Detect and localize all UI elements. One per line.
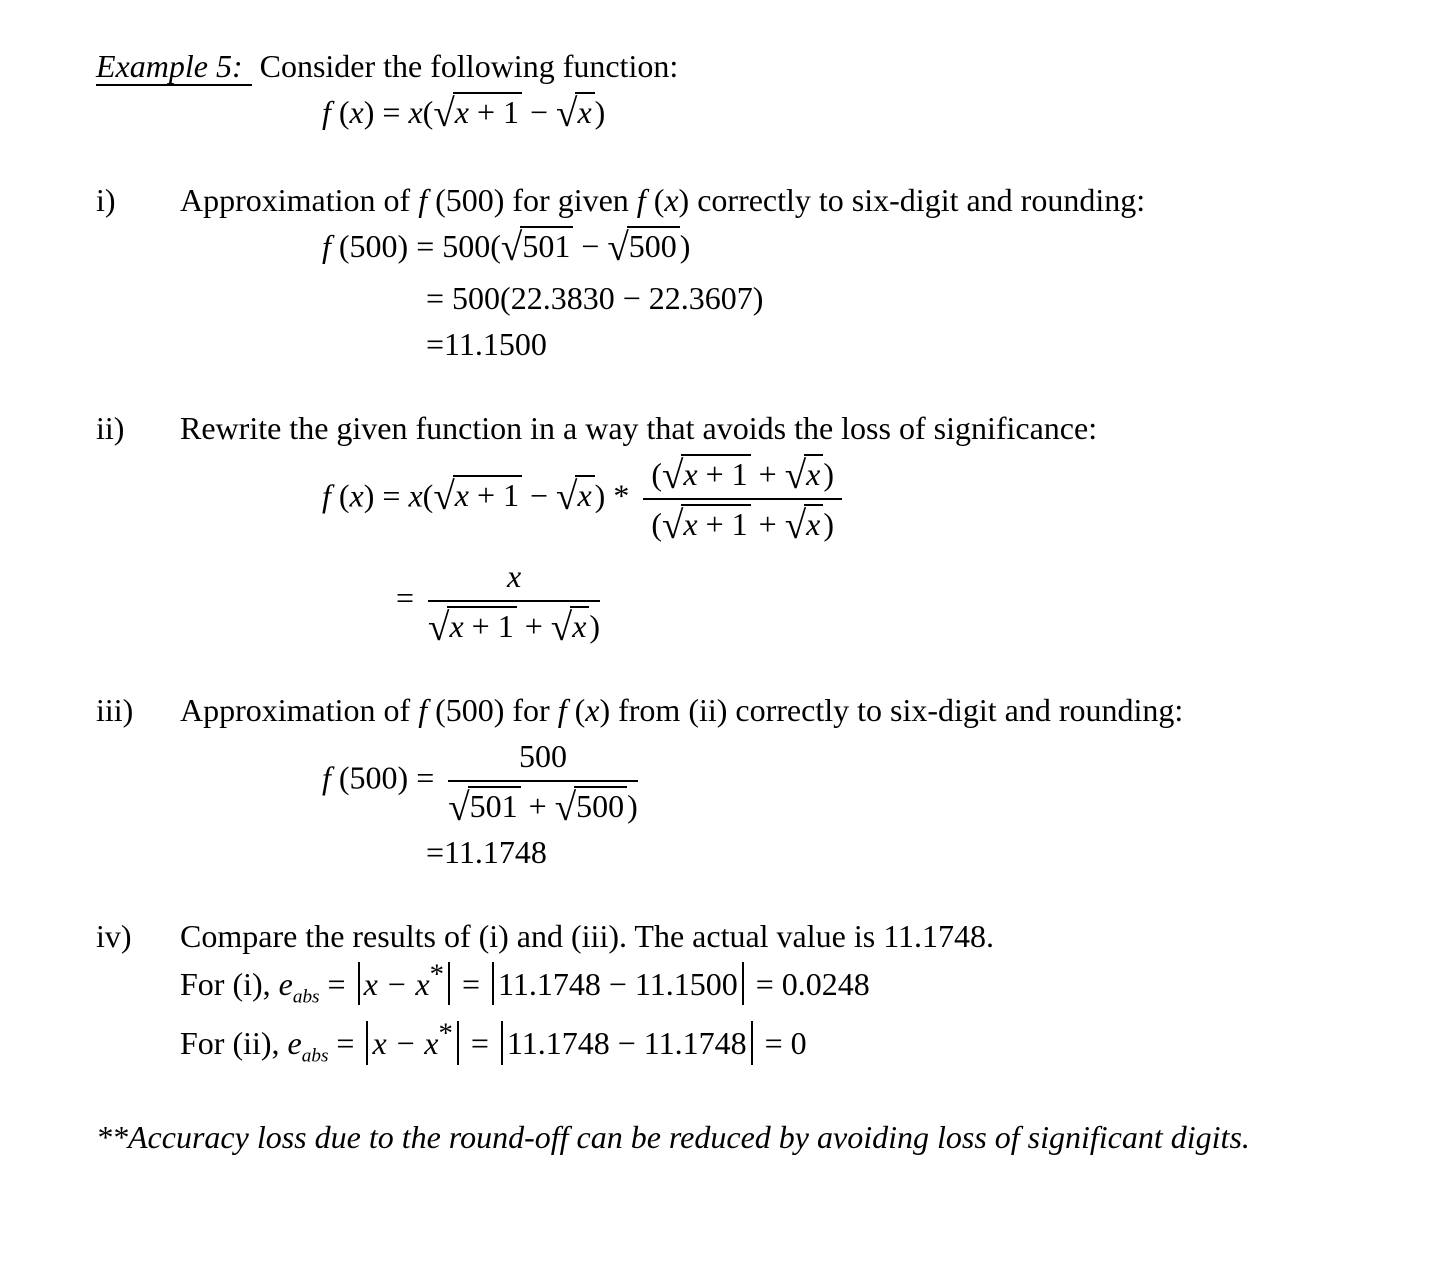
math-run: = xyxy=(453,965,489,1002)
math-run: e xyxy=(278,965,293,1002)
math-run: f xyxy=(322,477,339,514)
math-run: + 1 xyxy=(468,477,519,514)
subscript: abs xyxy=(292,986,320,1008)
sqrt xyxy=(784,504,824,548)
math-run: ) * xyxy=(594,477,638,514)
math-run: x xyxy=(572,608,587,644)
math-run: ) xyxy=(627,788,638,824)
radical-icon: √ xyxy=(448,786,470,830)
radicand xyxy=(681,454,750,493)
math-run: − xyxy=(521,477,557,514)
equation-iii-1 xyxy=(322,736,1426,830)
math-run: =11.1748 xyxy=(426,834,547,870)
math-run: = xyxy=(328,1025,363,1062)
radicand xyxy=(570,606,589,645)
abs-bar xyxy=(751,1021,753,1064)
section-i xyxy=(96,180,1426,364)
sqrt xyxy=(433,475,522,519)
math-run: x xyxy=(585,692,600,728)
abs-bar xyxy=(448,962,450,1005)
math-run: For (ii), xyxy=(180,1025,288,1062)
math-run: x xyxy=(683,456,698,492)
sqrt xyxy=(433,92,522,136)
math-run: − xyxy=(521,94,557,130)
math-run: x xyxy=(506,558,522,594)
section-ii-heading: Rewrite the given function in a way that avoids the loss of significance: xyxy=(180,410,1098,446)
denominator xyxy=(448,782,638,830)
math-run: 11.1748 − 11.1500 xyxy=(498,965,738,1002)
section-ii-heading-row xyxy=(96,408,1426,448)
math-run: x xyxy=(806,456,821,492)
numerator xyxy=(643,454,842,500)
math-run: =11.1500 xyxy=(426,326,547,362)
equation-iii-2 xyxy=(426,832,1426,872)
equation-i-2 xyxy=(426,278,1426,318)
math-run: x − x xyxy=(372,1025,439,1062)
footnote: **Accuracy loss due to the round-off can be reduced by avoiding loss of significant digits. xyxy=(96,1118,1250,1155)
radical-icon: √ xyxy=(661,454,684,498)
math-run: + 1 xyxy=(463,608,514,644)
sqrt xyxy=(784,454,824,498)
superscript: * xyxy=(438,1017,453,1050)
math-run: f xyxy=(636,182,654,218)
radicand xyxy=(447,606,516,645)
math-run: + 1 xyxy=(697,506,748,542)
math-run: 500 xyxy=(519,738,568,774)
abs-bar xyxy=(457,1021,459,1064)
section-i-heading xyxy=(180,180,1426,220)
math-run: = 0.0248 xyxy=(747,965,870,1002)
math-run: = xyxy=(396,579,423,616)
example-label: Example 5: xyxy=(96,48,252,86)
sqrt xyxy=(448,786,520,830)
math-run: ( xyxy=(422,94,434,130)
math-run: 501 xyxy=(469,788,518,824)
radicand xyxy=(453,475,522,514)
sqrt xyxy=(661,454,751,498)
section-iii-heading xyxy=(180,690,1426,730)
math-run: ( xyxy=(574,692,586,728)
math-run: ) xyxy=(823,456,834,492)
math-run: ) correctly to six-digit and rounding: xyxy=(678,182,1146,218)
numerator xyxy=(428,556,600,602)
math-run: 11.1748 − 11.1748 xyxy=(506,1025,747,1062)
math-run: For (i), xyxy=(180,965,279,1002)
math-run: x xyxy=(454,94,469,130)
main-function-equation xyxy=(322,92,1426,136)
math-run: = 500(22.3830 − 22.3607) xyxy=(426,280,764,316)
section-i-heading-row xyxy=(96,180,1426,220)
radicand xyxy=(804,504,823,543)
math-run: − xyxy=(573,228,608,264)
math-run: ( xyxy=(338,477,350,514)
abs-bar xyxy=(742,962,744,1005)
section-iii-marker: iii) xyxy=(96,692,134,728)
denominator xyxy=(428,602,601,650)
math-run: x xyxy=(577,94,592,130)
sqrt xyxy=(550,606,590,650)
fraction xyxy=(428,556,601,650)
radical-icon: √ xyxy=(428,606,450,650)
math-run: (500) for xyxy=(435,692,558,728)
radicand xyxy=(681,504,750,543)
title-text: Consider the following function: xyxy=(251,48,679,84)
math-run: ( xyxy=(653,182,665,218)
math-run: + xyxy=(520,788,555,824)
sqrt xyxy=(556,475,595,519)
radical-icon: √ xyxy=(433,475,455,519)
math-run: ) xyxy=(594,94,606,130)
sqrt xyxy=(554,786,627,830)
radical-icon: √ xyxy=(784,504,807,548)
radical-icon: √ xyxy=(784,454,807,498)
equation-ii-1 xyxy=(322,454,1426,548)
section-i-marker: i) xyxy=(96,182,116,218)
math-run: 500 xyxy=(628,228,677,264)
radical-icon: √ xyxy=(433,92,455,136)
math-run: (500) = xyxy=(338,759,443,796)
math-run: x xyxy=(683,506,698,542)
math-run: ( xyxy=(651,506,662,542)
radical-icon: √ xyxy=(607,226,629,270)
math-run: ( xyxy=(651,456,662,492)
fraction xyxy=(448,736,638,830)
math-run: + xyxy=(750,456,785,492)
section-iii xyxy=(96,690,1426,872)
math-run: ) from (ii) correctly to six-digit and rounding: xyxy=(599,692,1184,728)
radical-icon: √ xyxy=(556,92,578,136)
section-ii xyxy=(96,408,1426,650)
radicand xyxy=(468,786,521,825)
abs-bar xyxy=(501,1021,503,1064)
radicand xyxy=(453,92,522,131)
radical-icon: √ xyxy=(661,504,684,548)
radicand xyxy=(520,226,573,265)
superscript: * xyxy=(429,958,444,991)
math-run: x xyxy=(349,94,364,130)
radicand xyxy=(575,92,594,131)
math-run: (500) = 500( xyxy=(338,228,501,264)
math-run: 500 xyxy=(576,788,625,824)
math-run: 501 xyxy=(522,228,571,264)
math-run: f xyxy=(322,759,339,796)
math-run: + 1 xyxy=(468,94,519,130)
sqrt xyxy=(607,226,679,270)
math-run: + xyxy=(516,608,551,644)
equation-i-3 xyxy=(426,324,1426,364)
math-run: = xyxy=(319,965,354,1002)
math-run: f xyxy=(418,692,436,728)
math-run: ( xyxy=(422,477,434,514)
math-run: x xyxy=(408,477,423,514)
math-run: ( xyxy=(338,94,350,130)
math-run: f xyxy=(322,228,339,264)
math-run: x xyxy=(449,608,464,644)
sqrt xyxy=(500,226,573,270)
section-iv xyxy=(96,916,1426,1069)
radical-icon: √ xyxy=(550,606,573,650)
section-iv-heading: Compare the results of (i) and (iii). The actual value is 11.1748. xyxy=(180,918,994,954)
radicand xyxy=(627,226,680,265)
sqrt xyxy=(661,504,751,548)
math-run: x xyxy=(349,477,364,514)
math-run: x xyxy=(664,182,679,218)
sqrt xyxy=(556,92,595,136)
math-run: (500) for given xyxy=(435,182,637,218)
section-iv-marker: iv) xyxy=(96,918,132,954)
radicand xyxy=(574,786,627,825)
math-run: f xyxy=(322,94,339,130)
sqrt xyxy=(428,606,517,650)
subscript: abs xyxy=(301,1045,329,1067)
math-run: ) xyxy=(589,608,601,644)
math-run: = 0 xyxy=(756,1025,807,1062)
radicand xyxy=(804,454,823,493)
abs-bar xyxy=(492,962,494,1005)
math-run: ) xyxy=(679,228,691,264)
radical-icon: √ xyxy=(554,786,577,830)
math-run: Approximation of xyxy=(180,182,419,218)
section-iii-heading-row xyxy=(96,690,1426,730)
math-run: ) xyxy=(823,506,834,542)
section-iv-heading-row xyxy=(96,916,1426,956)
math-run: ) = xyxy=(363,477,409,514)
math-run: ) = xyxy=(363,94,409,130)
math-run: Approximation of xyxy=(180,692,419,728)
math-run: x xyxy=(454,477,469,514)
math-run: x xyxy=(408,94,423,130)
radical-icon: √ xyxy=(500,226,523,270)
abs-bar xyxy=(358,962,360,1005)
fraction xyxy=(643,454,842,548)
equation-i-1 xyxy=(322,226,1426,270)
section-ii-marker: ii) xyxy=(96,410,125,446)
error-line-i xyxy=(180,958,1426,1009)
math-run: + xyxy=(750,506,785,542)
math-run: x xyxy=(806,506,821,542)
radicand xyxy=(575,475,594,514)
error-line-ii xyxy=(180,1017,1426,1068)
title xyxy=(96,46,1426,86)
equation-ii-2 xyxy=(396,556,1426,650)
denominator xyxy=(651,500,834,548)
numerator xyxy=(448,736,638,782)
math-run: f xyxy=(557,692,575,728)
math-run: + 1 xyxy=(697,456,748,492)
math-run: e xyxy=(287,1025,302,1062)
radical-icon: √ xyxy=(556,475,578,519)
math-run: x xyxy=(577,477,592,514)
math-run: x − x xyxy=(363,965,430,1002)
math-run: f xyxy=(418,182,436,218)
math-run: = xyxy=(462,1025,497,1062)
abs-bar xyxy=(366,1021,368,1064)
